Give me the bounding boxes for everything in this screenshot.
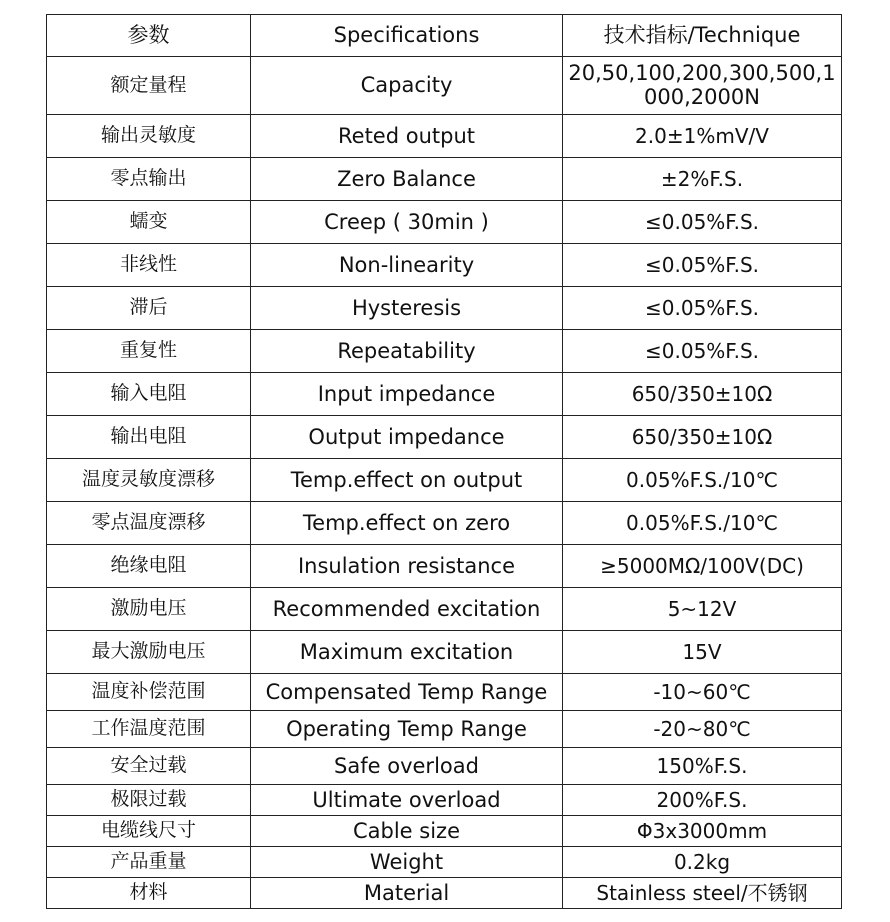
- param-cn: 滞后: [47, 287, 251, 330]
- param-cn: 电缆线尺寸: [47, 816, 251, 847]
- param-value: ±2%F.S.: [563, 158, 842, 201]
- param-cn: 非线性: [47, 244, 251, 287]
- param-value: 2.0±1%mV/V: [563, 115, 842, 158]
- param-value: 200%F.S.: [563, 785, 842, 816]
- param-value: 650/350±10Ω: [563, 373, 842, 416]
- param-cn: 安全过载: [47, 748, 251, 785]
- param-en: Input impedance: [251, 373, 563, 416]
- param-cn: 产品重量: [47, 847, 251, 878]
- table-row: [47, 158, 842, 201]
- param-en: Non-linearity: [251, 244, 563, 287]
- param-value: 650/350±10Ω: [563, 416, 842, 459]
- param-value: 0.2kg: [563, 847, 842, 878]
- table-row: [47, 878, 842, 909]
- param-cn: 额定量程: [47, 57, 251, 115]
- table-row: [47, 588, 842, 631]
- table-row: [47, 373, 842, 416]
- param-cn: 零点温度漂移: [47, 502, 251, 545]
- param-value: -20~80℃: [563, 711, 842, 748]
- table-row: [47, 459, 842, 502]
- param-en: Zero Balance: [251, 158, 563, 201]
- param-cn: 绝缘电阻: [47, 545, 251, 588]
- param-en: Creep ( 30min ): [251, 201, 563, 244]
- table-row: [47, 244, 842, 287]
- param-cn: 重复性: [47, 330, 251, 373]
- header-specifications: Specifications: [251, 15, 563, 57]
- param-value: 5~12V: [563, 588, 842, 631]
- param-value: ≤0.05%F.S.: [563, 330, 842, 373]
- table-row: [47, 287, 842, 330]
- table-row: [47, 330, 842, 373]
- table-row: [47, 115, 842, 158]
- param-cn: 输出电阻: [47, 416, 251, 459]
- param-value: 15V: [563, 631, 842, 674]
- table-row: [47, 847, 842, 878]
- table-row: [47, 631, 842, 674]
- param-en: Capacity: [251, 57, 563, 115]
- param-en: Operating Temp Range: [251, 711, 563, 748]
- param-cn: 蠕变: [47, 201, 251, 244]
- header-parameter: 参数: [47, 15, 251, 57]
- param-en: Reted output: [251, 115, 563, 158]
- param-value: 150%F.S.: [563, 748, 842, 785]
- param-cn: 激励电压: [47, 588, 251, 631]
- table-row: [47, 201, 842, 244]
- param-value: 0.05%F.S./10℃: [563, 459, 842, 502]
- param-en: Cable size: [251, 816, 563, 847]
- param-cn: 材料: [47, 878, 251, 909]
- table-row: [47, 502, 842, 545]
- param-value: 0.05%F.S./10℃: [563, 502, 842, 545]
- param-cn: 工作温度范围: [47, 711, 251, 748]
- table-header-row: [47, 15, 842, 57]
- param-value: ≤0.05%F.S.: [563, 287, 842, 330]
- param-value: 20,50,100,200,300,500,1000,2000N: [563, 57, 842, 115]
- table-row: [47, 748, 842, 785]
- header-technique: 技术指标/Technique: [563, 15, 842, 57]
- table-row: [47, 57, 842, 115]
- param-en: Repeatability: [251, 330, 563, 373]
- param-cn: 输出灵敏度: [47, 115, 251, 158]
- param-cn: 最大激励电压: [47, 631, 251, 674]
- param-en: Recommended excitation: [251, 588, 563, 631]
- param-en: Insulation resistance: [251, 545, 563, 588]
- param-cn: 输入电阻: [47, 373, 251, 416]
- param-cn: 温度补偿范围: [47, 674, 251, 711]
- param-en: Ultimate overload: [251, 785, 563, 816]
- param-value: Φ3x3000mm: [563, 816, 842, 847]
- table-row: [47, 545, 842, 588]
- table-row: [47, 816, 842, 847]
- param-cn: 零点输出: [47, 158, 251, 201]
- table-row: [47, 785, 842, 816]
- param-value: ≥5000MΩ/100V(DC): [563, 545, 842, 588]
- param-en: Hysteresis: [251, 287, 563, 330]
- param-en: Output impedance: [251, 416, 563, 459]
- param-en: Compensated Temp Range: [251, 674, 563, 711]
- table-row: [47, 674, 842, 711]
- param-en: Safe overload: [251, 748, 563, 785]
- table-row: [47, 711, 842, 748]
- param-value: ≤0.05%F.S.: [563, 201, 842, 244]
- param-value: Stainless steel/不锈钢: [563, 878, 842, 909]
- param-value: -10~60℃: [563, 674, 842, 711]
- param-en: Maximum excitation: [251, 631, 563, 674]
- param-en: Material: [251, 878, 563, 909]
- param-cn: 温度灵敏度漂移: [47, 459, 251, 502]
- param-en: Temp.effect on output: [251, 459, 563, 502]
- table-row: [47, 416, 842, 459]
- param-cn: 极限过载: [47, 785, 251, 816]
- spec-table: [46, 14, 842, 909]
- param-en: Temp.effect on zero: [251, 502, 563, 545]
- param-value: ≤0.05%F.S.: [563, 244, 842, 287]
- param-en: Weight: [251, 847, 563, 878]
